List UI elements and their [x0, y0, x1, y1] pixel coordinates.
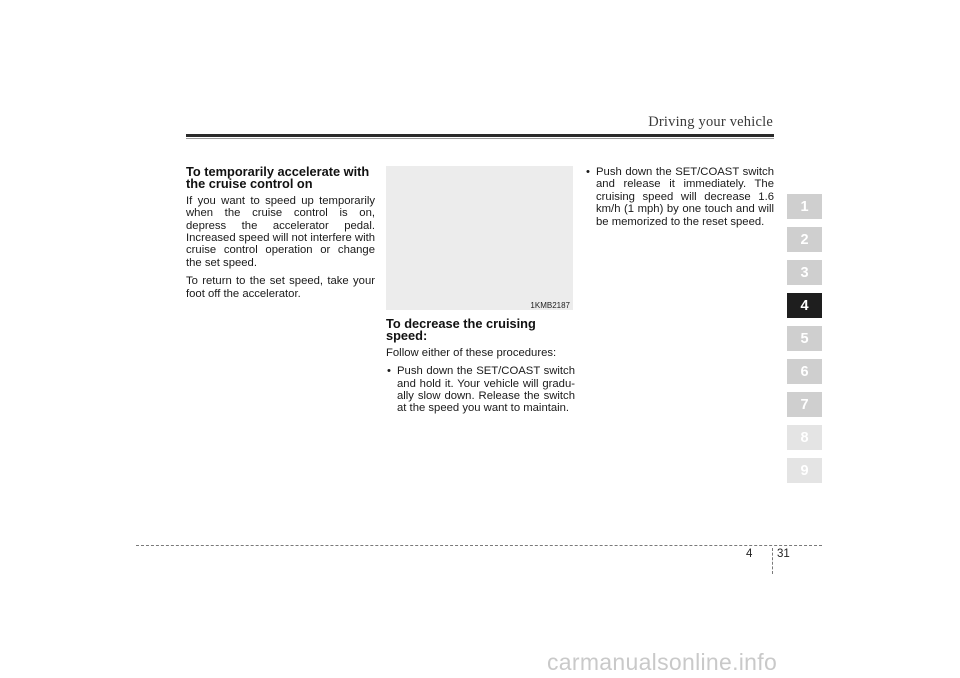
illustration-figure — [386, 166, 573, 310]
section-heading-accelerate: To temporarily accelerate with the cruise control on — [186, 164, 370, 192]
paragraph: To return to the set speed, take your foot off the accelerator. — [186, 275, 375, 300]
paragraph: Follow either of these procedures: — [386, 346, 557, 359]
paragraph: If you want to speed up temporarily when the cruise control is on, depress the accelerator pedal. Increased speed will not interfere with cruise control operation or change the set speed. — [186, 194, 376, 269]
footer-page-number: 31 — [777, 548, 790, 560]
chapter-tabs — [787, 194, 822, 491]
footer-chapter-number: 4 — [746, 548, 753, 560]
header-rule — [186, 134, 774, 137]
watermark: carmanualsonline.info — [547, 649, 778, 675]
chapter-tab-9[interactable]: 9 — [787, 458, 822, 483]
chapter-tab-8[interactable]: 8 — [787, 425, 822, 450]
left-column — [186, 166, 375, 306]
chapter-tab-2[interactable]: 2 — [787, 227, 822, 252]
chapter-tab-4[interactable]: 4 — [787, 293, 822, 318]
chapter-tab-5[interactable]: 5 — [787, 326, 822, 351]
chapter-tab-6[interactable]: 6 — [787, 359, 822, 384]
running-header: Driving your vehicle — [648, 114, 773, 130]
footer-separator — [772, 548, 773, 574]
header-rule-thin — [186, 138, 774, 139]
figure-code: 1KMB2187 — [530, 301, 570, 310]
section-heading-decrease: To decrease the cruising speed: — [386, 316, 536, 344]
footer-rule — [136, 545, 822, 546]
list-item: • Push down the SET/COAST switch and release it immediately. The cruising speed will decrease 1.6 km/h (1 mph) by one touch and will be memorized to the reset speed. — [585, 166, 774, 228]
chapter-tab-1[interactable]: 1 — [787, 194, 822, 219]
right-column — [585, 166, 774, 234]
list-item: • Push down the SET/COAST switch and hold it. Your vehicle will gradu-ally slow down. Release the switch at the speed you want to maintain. — [386, 365, 575, 415]
middle-column — [386, 318, 575, 421]
chapter-tab-7[interactable]: 7 — [787, 392, 822, 417]
procedure-list — [585, 166, 774, 228]
chapter-tab-3[interactable]: 3 — [787, 260, 822, 285]
procedure-list — [386, 365, 575, 415]
